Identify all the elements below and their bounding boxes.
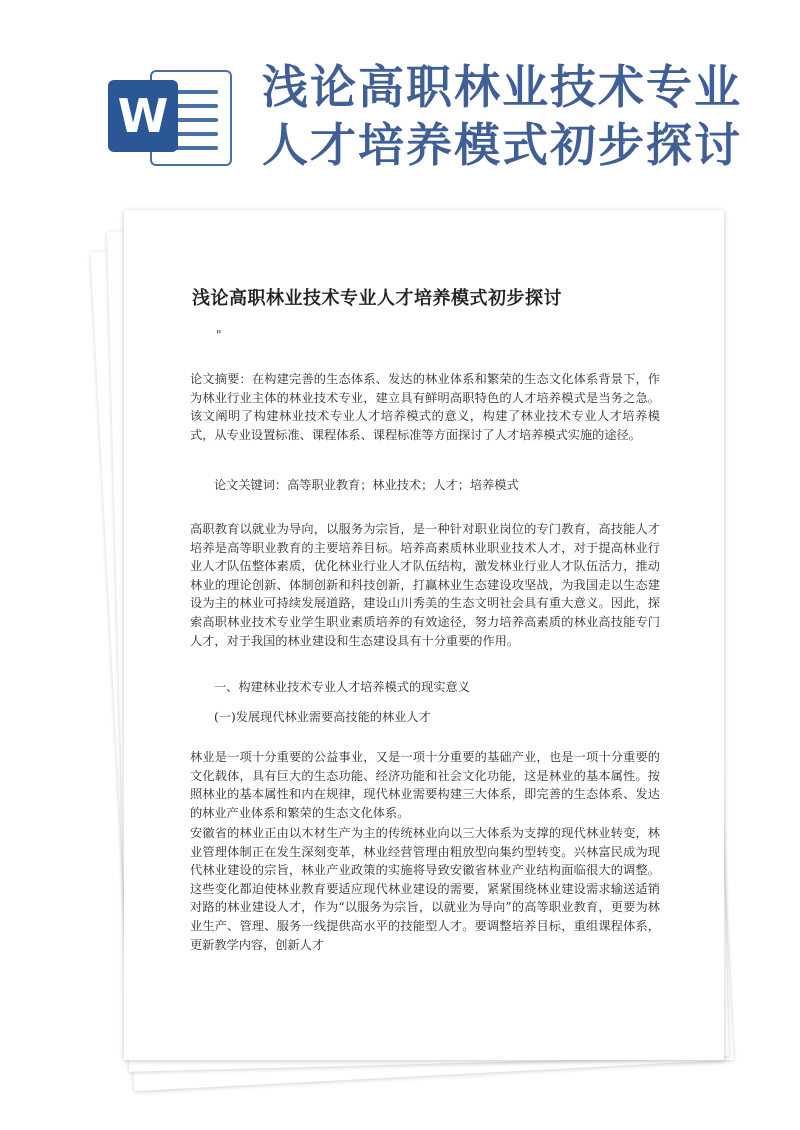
quote-mark: " [216,328,222,342]
abstract-paragraph: 论文摘要：在构建完善的生态体系、发达的林业体系和繁荣的生态文化体系背景下，作为林业行业主体的林业技术专业，建立具有鲜明高职特色的人才培养模式是当务之急。该文阐明了构建林业技术专业人才培养模式的意义，构建了林业技术专业人才培养模式，从专业设置标准、课程体系、课程标准等方面探讨了人才培养模式实施的途径。 [190,372,660,442]
body-paragraph-2: 安徽省的林业正由以木材生产为主的传统林业向以三大体系为支撑的现代林业转变，林业管理体制正在发生深刻变革，林业经营管理由粗放型向集约型转变。兴林富民成为现代林业建设的宗旨，林业产业政策的实施将导致安徽省林业产业结构面临很大的调整。这些变化都迫使林业教育要适应现代林业建设的需要，紧紧围绕林业建设需求输送适销对路的林业建设人才，作为“以服务为宗旨，以就业为导向”的高等职业教育，更要为林业生产、管理、服务一线提供高水平的技能型人才。要调整培养目标，重组课程体系，更新教学内容，创新人才 [190,826,660,952]
section-heading: 一、构建林业技术专业人才培养模式的现实意义 [214,680,470,694]
body-paragraph-1: 林业是一项十分重要的公益事业，又是一项十分重要的基础产业，也是一项十分重要的文化载体，具有巨大的生态功能、经济功能和社会文化功能，这是林业的基本属性。按照林业的基本属性和内在规律，现代林业需要构建三大体系，即完善的生态体系、发达的林业产业体系和繁荣的生态文化体系。 [190,750,660,820]
word-badge: W [108,80,178,152]
word-document-icon [108,60,228,170]
banner-title-line-1: 浅论高职林业技术专业 [262,60,742,114]
document-title: 浅论高职林业技术专业人才培养模式初步探讨 [192,288,562,309]
keywords-line: 论文关键词：高等职业教育；林业技术；人才；培养模式 [214,478,519,492]
subsection-heading: (一)发展现代林业需要高技能的林业人才 [214,710,431,724]
banner [0,0,800,200]
document-page [124,210,724,1060]
banner-title-line-2: 人才培养模式初步探讨 [262,118,742,172]
intro-paragraph: 高职教育以就业为导向，以服务为宗旨，是一种针对职业岗位的专门教育，高技能人才培养是高等职业教育的主要培养目标。培养高素质林业职业技术人才，对于提高林业行业人才队伍整体素质，优化林业行业人才队伍结构，激发林业行业人才队伍活力，推动林业的理论创新、体制创新和科技创新，打赢林业生态建设攻坚战，为我国走以生态建设为主的林业可持续发展道路，建设山川秀美的生态文明社会具有重大意义。因此，探索高职林业技术专业学生职业素质培养的有效途径，努力培养高素质的林业高技能专门人才，对于我国的林业建设和生态建设具有十分重要的作用。 [190,522,660,648]
banner-title [262,58,782,174]
